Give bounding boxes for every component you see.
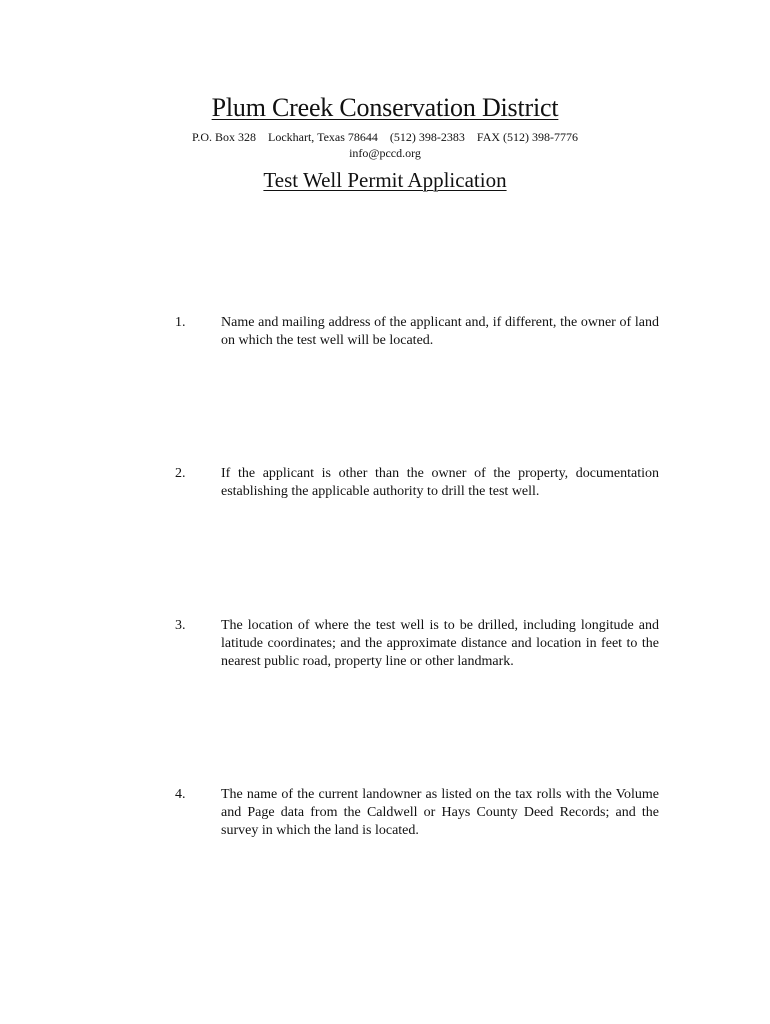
form-item-2 — [175, 465, 659, 501]
item-number: 4. — [175, 787, 186, 802]
item-text: The name of the current landowner as listed on the tax rolls with the Volume and Page data from the Caldwell or Hays County Deed Records; and the survey in which the land is located. — [221, 787, 659, 838]
contact-line-1 — [0, 129, 770, 145]
email-address: info@pccd.org — [349, 146, 421, 160]
form-title: Test Well Permit Application — [263, 168, 507, 192]
item-number: 2. — [175, 466, 186, 481]
city-address: Lockhart, Texas 78644 — [267, 130, 378, 144]
organization-title: Plum Creek Conservation District — [211, 93, 559, 122]
contact-info — [0, 129, 770, 161]
phone-number: (512) 398-2383 — [389, 130, 465, 144]
item-number: 3. — [175, 618, 186, 633]
form-item-4 — [175, 786, 659, 840]
fax-number: FAX (512) 398-7776 — [476, 130, 579, 144]
item-text: Name and mailing address of the applicant and, if different, the owner of land on which the test well will be located. — [221, 315, 659, 348]
item-number: 1. — [175, 315, 186, 330]
item-text: If the applicant is other than the owner of the property, documentation establishing the applicable authority to drill the test well. — [221, 466, 659, 499]
po-box: P.O. Box 328 — [191, 130, 256, 144]
form-item-1 — [175, 314, 659, 350]
form-item-3 — [175, 617, 659, 671]
item-text: The location of where the test well is to be drilled, including longitude and latitude coordinates; and the approximate distance and location in feet to the nearest public road, property line or other landmark. — [221, 618, 659, 669]
